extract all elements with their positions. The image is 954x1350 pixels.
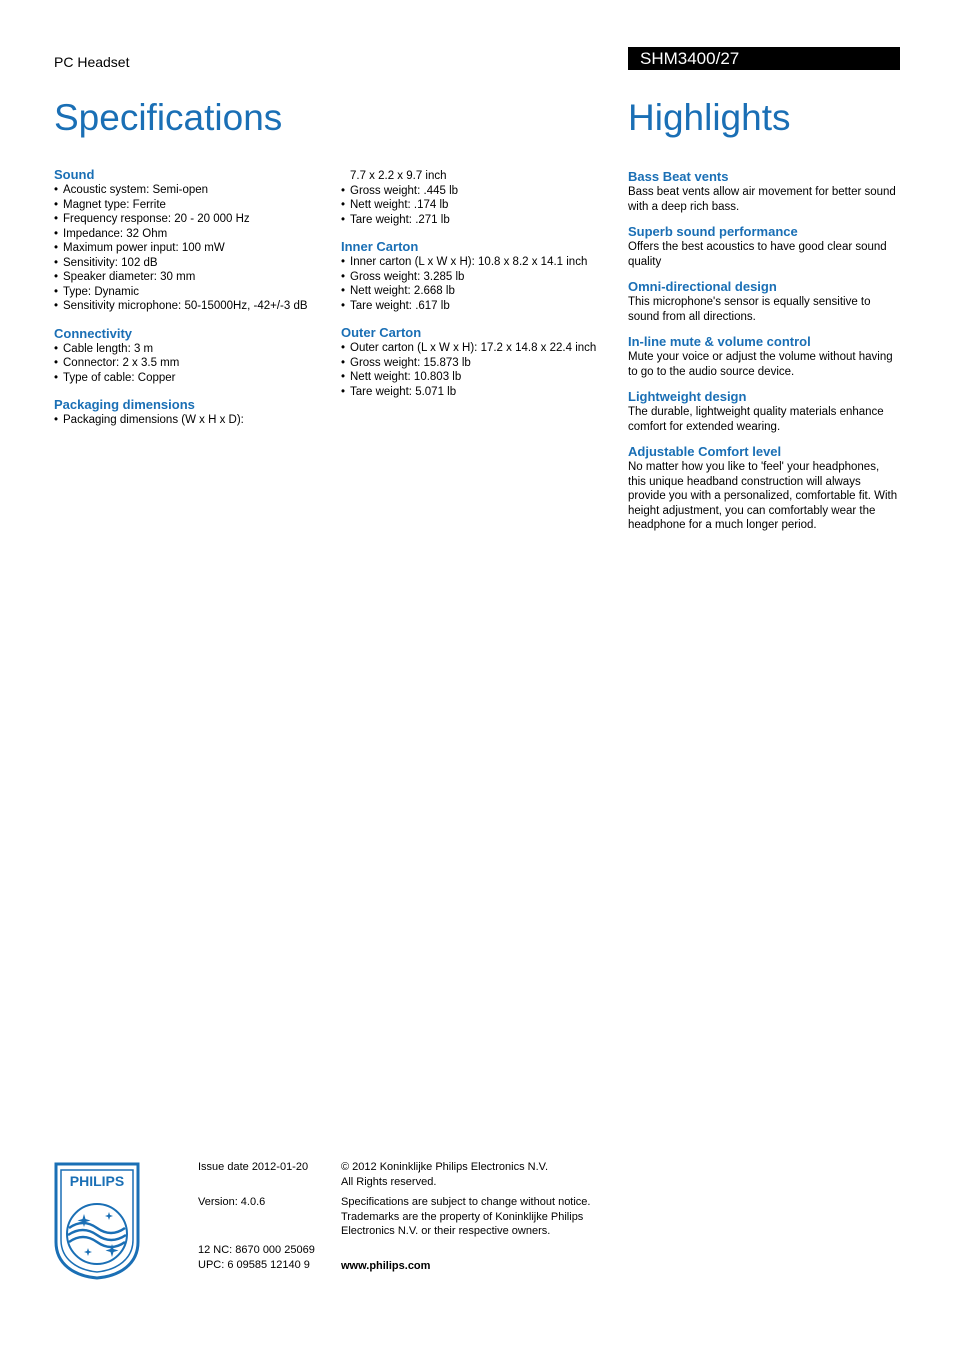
highlights-title: Highlights [628,97,791,138]
notice-line: Trademarks are the property of Koninklijke Philips [341,1210,584,1223]
highlight-title: Lightweight design [628,389,747,404]
logo-wordmark: PHILIPS [69,1173,125,1189]
highlight-item [628,224,900,269]
spec-item: • Magnet type: Ferrite [54,198,308,213]
highlight-title: Bass Beat vents [628,169,729,184]
spec-heading-packaging: Packaging dimensions [54,397,195,412]
spec-item: • Tare weight: .271 lb [341,213,596,228]
upc-number: UPC: 6 09585 12140 9 [198,1258,310,1271]
highlight-title: Omni-directional design [628,279,777,294]
issue-date: Issue date 2012-01-20 [198,1161,309,1173]
spec-item: • Packaging dimensions (W x H x D): [54,413,308,428]
spec-item-continuation: 7.7 x 2.2 x 9.7 inch [350,170,447,182]
spec-item: • Tare weight: .617 lb [341,299,596,314]
spec-item: • Gross weight: 3.285 lb [341,270,596,285]
spec-heading-inner-carton: Inner Carton [341,239,419,254]
website-link[interactable]: www.philips.com [341,1259,431,1272]
highlight-description: The durable, lightweight quality materials enhance comfort for extended wearing. [628,406,884,433]
spec-heading-connectivity: Connectivity [54,325,133,341]
footer-legal [341,1160,590,1273]
version: Version: 4.0.6 [198,1195,266,1208]
highlight-title: Adjustable Comfort level [628,444,782,459]
highlight-description: Offers the best acoustics to have good clear sound quality [628,241,887,268]
spec-item: • Maximum power input: 100 mW [54,241,308,256]
spec-item: • Outer carton (L x W x H): 17.2 x 14.8 x 22.4 inch [341,341,596,356]
spec-group-packaging-continued [341,169,596,227]
spec-item: • Type: Dynamic [54,285,308,300]
highlight-description: No matter how you like to 'feel' your headphones, this unique headband construction will always provide you with a personalized, comfortable fit. With height adjustment, you can comfortably wear the headphone for a much longer period. [628,461,898,531]
spec-item: • Gross weight: .445 lb [341,184,596,199]
spec-item: • Acoustic system: Semi-open [54,183,308,198]
spec-group-packaging [54,397,308,428]
model-number-badge: SHM3400/27 [628,47,900,70]
highlight-description: Bass beat vents allow air movement for better sound with a deep rich bass. [628,186,896,213]
spec-item: • Speaker diameter: 30 mm [54,270,308,285]
spec-list-packaging [54,413,308,428]
notice-line: Electronics N.V. or their respective owners. [341,1225,551,1237]
highlight-title: Superb sound performance [628,224,798,239]
nc-number: 12 NC: 8670 000 25069 [198,1244,315,1256]
spec-heading-sound: Sound [54,167,95,182]
notice-line: Specifications are subject to change without notice. [341,1196,591,1208]
spec-item: • Tare weight: 5.071 lb [341,385,596,400]
highlights-column [628,169,900,543]
highlight-item [628,279,900,324]
spec-item: • Inner carton (L x W x H): 10.8 x 8.2 x 14.1 inch [341,255,596,270]
spec-item: • Sensitivity: 102 dB [54,256,308,271]
spec-list-packaging-continued [341,169,596,227]
spec-item: • Nett weight: .174 lb [341,198,596,213]
specifications-title: Specifications [54,97,283,138]
highlight-item [628,389,900,434]
spec-column-2 [341,169,596,411]
spec-list-outer-carton [341,341,596,399]
highlight-description: Mute your voice or adjust the volume without having to go to the audio source device. [628,351,893,378]
spec-group-inner-carton [341,239,596,313]
spec-column-1 [54,167,308,440]
spec-item: • Cable length: 3 m [54,342,308,357]
spec-list-sound [54,183,308,314]
spec-list-inner-carton [341,255,596,313]
spec-group-connectivity [54,326,308,386]
spec-group-sound [54,167,308,314]
highlight-title: In-line mute & volume control [628,334,811,349]
copyright-line: All Rights reserved. [341,1175,437,1188]
highlight-item [628,444,900,533]
spec-item: • Type of cable: Copper [54,371,308,386]
footer-issue-info [198,1160,315,1272]
spec-item: • Connector: 2 x 3.5 mm [54,356,308,371]
spec-item: • Nett weight: 2.668 lb [341,284,596,299]
spec-item: • Gross weight: 15.873 lb [341,356,596,371]
spec-list-connectivity [54,342,308,386]
highlight-description: This microphone's sensor is equally sensitive to sound from all directions. [628,296,871,323]
spec-heading-outer-carton: Outer Carton [341,325,422,340]
spec-group-outer-carton [341,325,596,399]
spec-item: • Frequency response: 20 - 20 000 Hz [54,212,308,227]
highlight-item [628,169,900,214]
highlight-item [628,334,900,379]
spec-item: • Nett weight: 10.803 lb [341,370,596,385]
copyright-line: © 2012 Koninklijke Philips Electronics N.V. [341,1161,549,1173]
spec-item: • Sensitivity microphone: 50-15000Hz, -42+/-3 dB [54,299,308,314]
spec-item: • Impedance: 32 Ohm [54,227,308,242]
philips-shield-logo [54,1162,140,1280]
product-category: PC Headset [54,54,130,70]
